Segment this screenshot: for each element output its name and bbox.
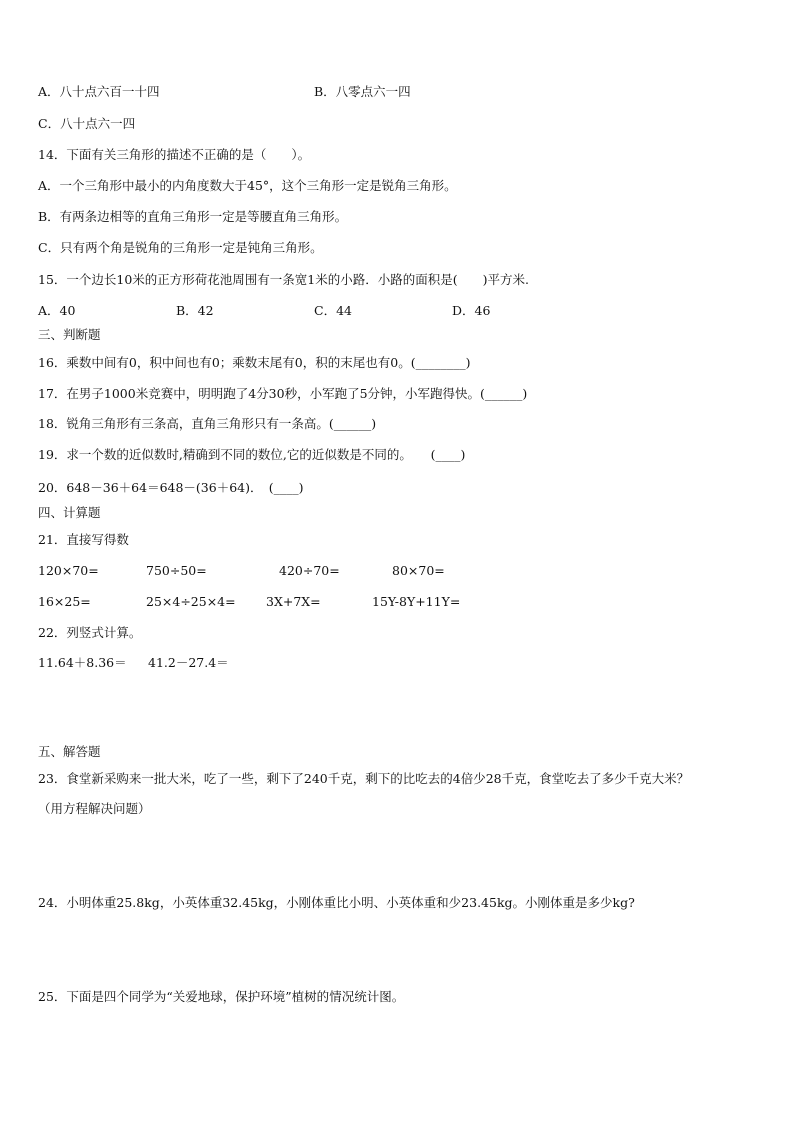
q14-option-a: A．一个三角形中最小的内角度数大于45°，这个三角形一定是锐角三角形。 [38, 178, 457, 193]
q14-option-c: C．只有两个角是锐角的三角形一定是钝角三角形。 [38, 240, 323, 255]
q13-option-c: C．八十点六一四 [38, 116, 136, 131]
q21-item: 120×70= [38, 563, 99, 578]
q15-option-a: A．40 [38, 303, 76, 318]
q22-item: 41.2－27.4＝ [148, 655, 229, 670]
q18: 18．锐角三角形有三条高，直角三角形只有一条高。(______) [38, 416, 377, 431]
q21-item: 16×25= [38, 594, 91, 609]
section-5-title: 五、解答题 [38, 744, 101, 759]
q22-item: 11.64＋8.36＝ [38, 655, 127, 670]
q22-stem: 22．列竖式计算。 [38, 625, 142, 640]
q15-option-d: D．46 [452, 303, 491, 318]
q21-item: 25×4÷25×4= [146, 594, 236, 609]
q17: 17．在男子1000米竞赛中，明明跑了4分30秒，小军跑了5分钟，小军跑得快。(______) [38, 386, 528, 401]
q23-note: （用方程解决问题） [38, 801, 151, 816]
q21-item: 15Y-8Y+11Y= [372, 594, 461, 609]
section-3-title: 三、判断题 [38, 327, 101, 342]
q20: 20．648－36＋64＝648－(36＋64)． (____) [38, 480, 304, 495]
q19: 19．求一个数的近似数时,精确到不同的数位,它的近似数是不同的。 (____) [38, 447, 466, 462]
q21-item: 750÷50= [146, 563, 207, 578]
q15-stem: 15．一个边长10米的正方形荷花池周围有一条宽1米的小路．小路的面积是( )平方米. [38, 272, 529, 287]
q14-stem: 14．下面有关三角形的描述不正确的是（ ）。 [38, 147, 311, 162]
q23-stem: 23．食堂新采购来一批大米，吃了一些，剩下了240千克，剩下的比吃去的4倍少28千克，食堂吃去了多少千克大米？ [38, 771, 690, 786]
q14-option-b: B．有两条边相等的直角三角形一定是等腰直角三角形。 [38, 209, 348, 224]
q21-item: 80×70= [392, 563, 445, 578]
q15-option-b: B．42 [176, 303, 214, 318]
q13-option-b: B．八零点六一四 [314, 84, 411, 99]
q21-stem: 21．直接写得数 [38, 532, 129, 547]
section-4-title: 四、计算题 [38, 505, 101, 520]
q13-option-a: A．八十点六百一十四 [38, 84, 160, 99]
q21-item: 3X+7X= [266, 594, 321, 609]
q25: 25．下面是四个同学为“关爱地球，保护环境”植树的情况统计图。 [38, 989, 405, 1004]
q16: 16．乘数中间有0，积中间也有0；乘数末尾有0，积的末尾也有0。(________) [38, 355, 471, 370]
q21-item: 420÷70= [279, 563, 340, 578]
q24: 24．小明体重25.8kg，小英体重32.45kg，小刚体重比小明、小英体重和少23.45kg。小刚体重是多少kg? [38, 895, 635, 910]
q15-option-c: C．44 [314, 303, 352, 318]
